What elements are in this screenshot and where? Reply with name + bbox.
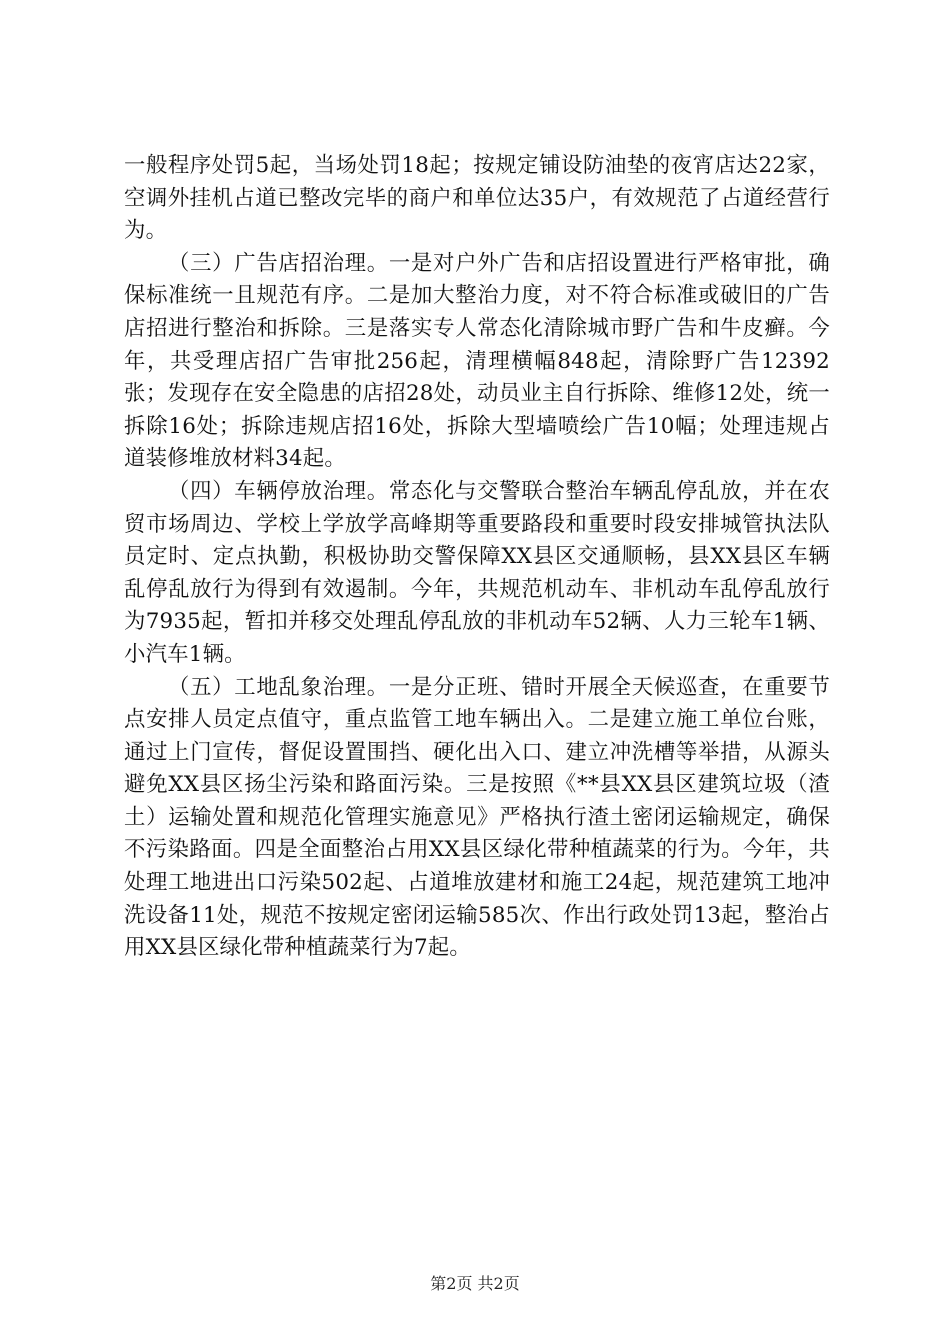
paragraph-continuation: 一般程序处罚5起，当场处罚18起；按规定铺设防油垫的夜宵店达22家，空调外挂机占道已整改完毕的商户和单位达35户，有效规范了占道经营行为。 <box>124 153 830 244</box>
paragraph-construction-site: （五）工地乱象治理。一是分正班、错时开展全天候巡查，在重要节点安排人员定点值守，重点监管工地车辆出入。二是建立施工单位台账，通过上门宣传，督促设置围挡、硬化出入口、建立冲洗槽等举措，从源头避免XX县区扬尘污染和路面污染。三是按照《**县XX县区建筑垃圾（渣土）运输处置和规范化管理实施意见》严格执行渣土密闭运输规定，确保不污染路面。四是全面整治占用XX县区绿化带种植蔬菜的行为。今年，共处理工地进出口污染502起、占道堆放建材和施工24起，规范建筑工地冲洗设备11处，规范不按规定密闭运输585次、作出行政处罚13起，整治占用XX县区绿化带种植蔬菜行为7起。 <box>124 674 830 961</box>
page-footer: 第2页 共2页 <box>430 1274 520 1293</box>
paragraph-ad-signage: （三）广告店招治理。一是对户外广告和店招设置进行严格审批，确保标准统一且规范有序。二是加大整治力度，对不符合标准或破旧的广告店招进行整治和拆除。三是落实专人常态化清除城市野广告和牛皮癣。今年，共受理店招广告审批256起，清理横幅848起，清除野广告12392张；发现存在安全隐患的店招28处，动员业主自行拆除、维修12处，统一拆除16处；拆除违规店招16处，拆除大型墙喷绘广告10幅；处理违规占道装修堆放材料34起。 <box>124 250 830 472</box>
document-body <box>124 150 830 965</box>
paragraph-vehicle-parking: （四）车辆停放治理。常态化与交警联合整治车辆乱停乱放，并在农贸市场周边、学校上学放学高峰期等重要路段和重要时段安排城管执法队员定时、定点执勤，积极协助交警保障XX县区交通顺畅，县XX县区车辆乱停乱放行为得到有效遏制。今年，共规范机动车、非机动车乱停乱放行为7935起，暂扣并移交处理乱停乱放的非机动车52辆、人力三轮车1辆、小汽车1辆。 <box>124 478 830 667</box>
